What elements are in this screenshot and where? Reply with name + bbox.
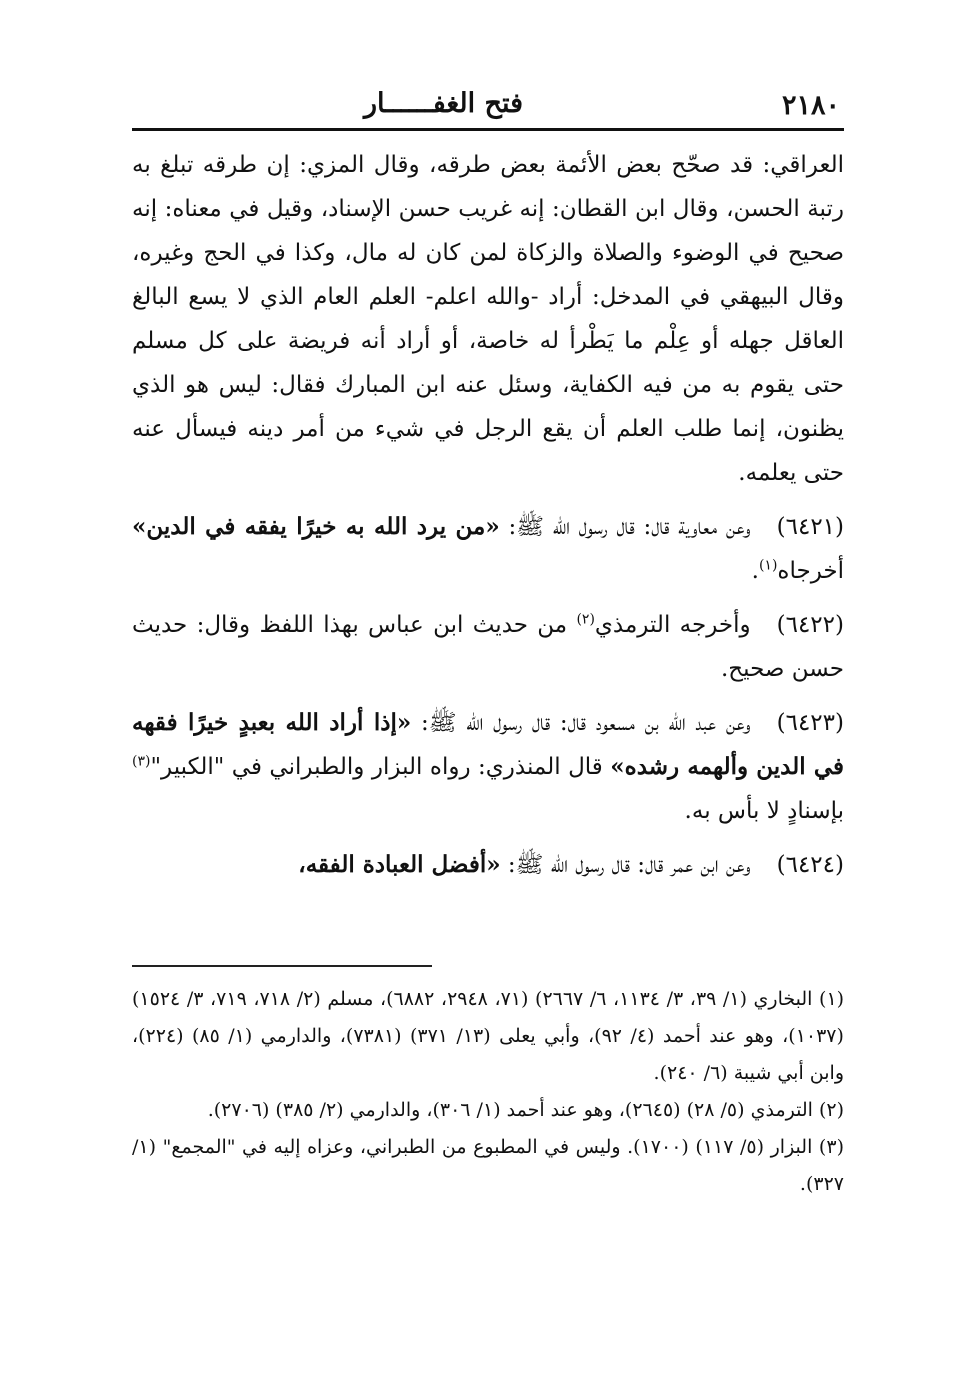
footnotes (132, 981, 844, 1203)
hadith-text: «إذا أراد الله بعبدٍ خيرًا فقهه في الدين وألهمه رشده» (132, 709, 844, 780)
footnote-1: (١) البخاري (١/ ٣٩، ٣/ ١١٣٤، ٦/ ٢٦٦٧) (٧١، ٢٩٤٨، ٦٨٨٢)، مسلم (٢/ ٧١٨، ٧١٩، ٣/ ١٥٢٤) (١٠٣٧)، وهو عند أحمد (٤/ ٩٢)، وأبي يعلى (١٣/ ٣٧١) (٧٣٨١)، والدارمي (١/ ٨٥) (٢٢٤)، وابن أبي شيبة (٦/ ٢٤٠). (132, 988, 845, 1084)
hadith-after: أخرجاه (777, 558, 844, 584)
hadith-intro: وعن عبد الله بن مسعود قال: قال رسول الله ﷺ: (411, 710, 751, 736)
footnote-ref[interactable]: (٣) (132, 753, 151, 770)
hadith-6424 (132, 843, 844, 887)
hadith-after: قال المنذري: رواه البزار والطبراني في "الكبير" (150, 754, 611, 780)
footnote-ref[interactable]: (٢) (576, 611, 595, 628)
hadith-end: . (751, 558, 759, 584)
hadith-number: (٦٤٢٣) (776, 710, 844, 736)
header-rule (132, 128, 844, 131)
hadith-number: (٦٤٢٢) (776, 612, 844, 638)
hadith-after: من حديث ابن عباس بهذا اللفظ وقال: حديث حسن صحيح. (132, 612, 844, 682)
page-header (132, 84, 844, 128)
hadith-text: «أفضل العبادة الفقه، (298, 851, 501, 878)
footnote-separator (132, 965, 432, 967)
paragraph-commentary: العراقي: قد صحّح بعض الأئمة بعض طرقه، وقال المزي: إن طرقه تبلغ به رتبة الحسن، وقال ابن القطان: إنه غريب حسن الإسناد، وقيل في معناه: إنه صحيح في الوضوء والصلاة والزكاة لمن كان له مال، وكذا في الحج وغيره، وقال البيهقي في المدخل: أراد -والله اعلم- العلم العام الذي لا يسع البالغ العاقل جهله أو عِلْم ما يَطْرأ له خاصة، أو أراد أنه فريضة على كل مسلم حتى يقوم به من فيه الكفاية، وسئل عنه ابن المبارك فقال: ليس هو الذي يظنون، إنما طلب العلم أن يقع الرجل في شيء من أمر دينه فيسأل عنه حتى يعلمه. (132, 152, 844, 486)
page-number: ٢١٨٠ (781, 90, 840, 121)
main-text (132, 143, 844, 887)
footnote-3: (٣) البزار (٥/ ١١٧) (١٧٠٠). وليس في المطبوع من الطبراني، وعزاه إليه في "المجمع" (١/ ٣٢٧). (132, 1136, 844, 1195)
hadith-number: (٦٤٢١) (776, 514, 845, 540)
hadith-end: بإسنادٍ لا بأس به. (684, 798, 844, 824)
hadith-6421 (132, 505, 844, 593)
footnote-2: (٢) الترمذي (٥/ ٢٨) (٢٦٤٥)، وهو عند أحمد (١/ ٣٠٦)، والدارمي (٢/ ٣٨٥) (٢٧٠٦). (207, 1099, 844, 1121)
book-page (132, 84, 844, 1203)
hadith-intro: وعن ابن عمر قال: قال رسول الله ﷺ: (500, 852, 751, 878)
running-title: فتح الغفــــــار (364, 88, 524, 119)
hadith-number: (٦٤٢٤) (776, 852, 844, 878)
hadith-6423 (132, 701, 844, 833)
footnote-ref[interactable]: (١) (758, 557, 778, 574)
hadith-6422 (132, 603, 844, 691)
hadith-intro: وأخرجه الترمذي (594, 612, 751, 638)
hadith-text: «من يرد الله به خيرًا يفقه في الدين» (132, 513, 500, 540)
hadith-intro: وعن معاوية قال: قال رسول الله ﷺ: (499, 514, 751, 540)
